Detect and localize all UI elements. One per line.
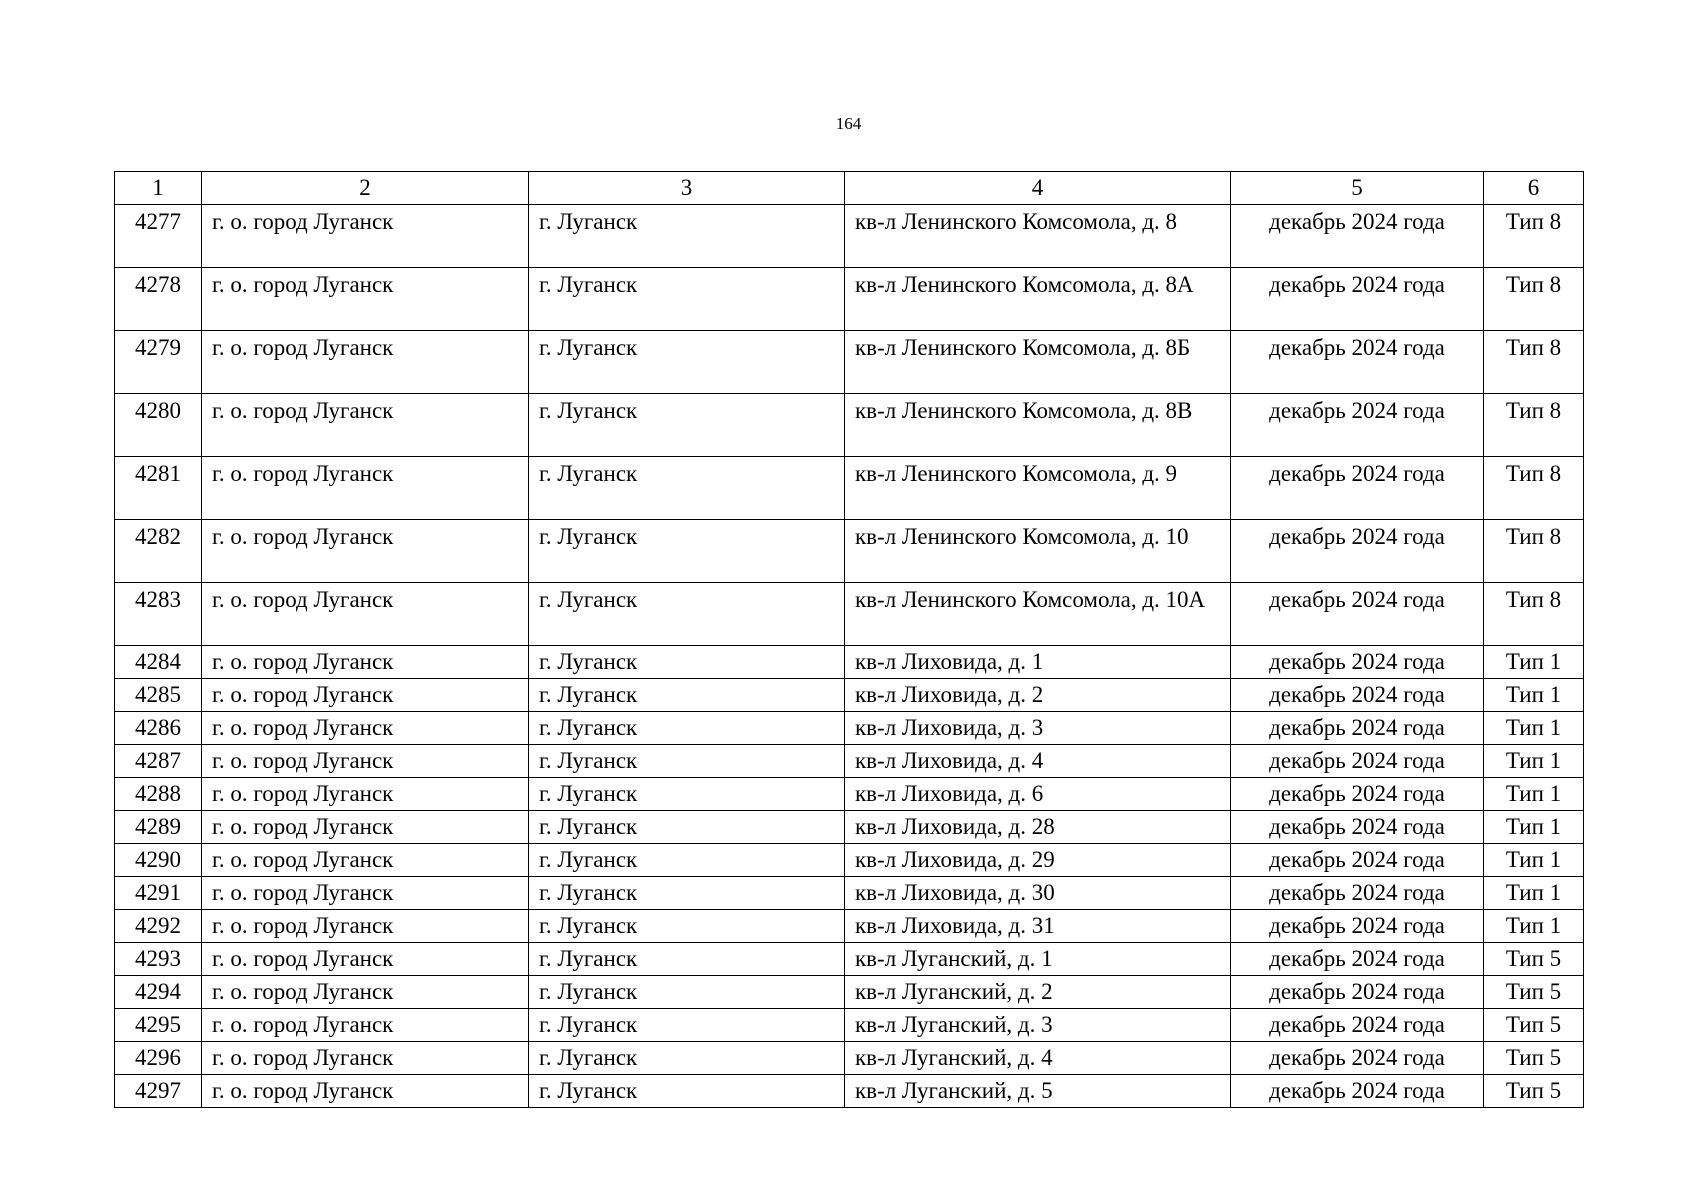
- row-district: г. о. город Луганск: [202, 877, 529, 910]
- row-type: Тип 5: [1484, 943, 1584, 976]
- row-settlement: г. Луганск: [529, 394, 845, 457]
- row-date: декабрь 2024 года: [1231, 976, 1484, 1009]
- row-district: г. о. город Луганск: [202, 646, 529, 679]
- row-address: кв-л Лиховида, д. 4: [845, 745, 1231, 778]
- row-settlement: г. Луганск: [529, 679, 845, 712]
- row-number: 4286: [115, 712, 202, 745]
- row-date: декабрь 2024 года: [1231, 910, 1484, 943]
- row-number: 4277: [115, 205, 202, 268]
- row-address: кв-л Ленинского Комсомола, д. 8Б: [845, 331, 1231, 394]
- row-settlement: г. Луганск: [529, 712, 845, 745]
- row-address: кв-л Лиховида, д. 30: [845, 877, 1231, 910]
- row-address: кв-л Лиховида, д. 29: [845, 844, 1231, 877]
- table-row: [115, 457, 1584, 520]
- row-type: Тип 8: [1484, 520, 1584, 583]
- row-date: декабрь 2024 года: [1231, 943, 1484, 976]
- row-address: кв-л Ленинского Комсомола, д. 10А: [845, 583, 1231, 646]
- row-number: 4287: [115, 745, 202, 778]
- row-settlement: г. Луганск: [529, 844, 845, 877]
- table-row: [115, 844, 1584, 877]
- row-district: г. о. город Луганск: [202, 583, 529, 646]
- row-number: 4282: [115, 520, 202, 583]
- column-header: 1: [115, 172, 202, 205]
- table-row: [115, 811, 1584, 844]
- row-type: Тип 5: [1484, 1042, 1584, 1075]
- row-district: г. о. город Луганск: [202, 268, 529, 331]
- row-type: Тип 8: [1484, 268, 1584, 331]
- row-district: г. о. город Луганск: [202, 943, 529, 976]
- row-date: декабрь 2024 года: [1231, 1009, 1484, 1042]
- row-settlement: г. Луганск: [529, 778, 845, 811]
- table-row: [115, 1042, 1584, 1075]
- row-settlement: г. Луганск: [529, 1009, 845, 1042]
- row-date: декабрь 2024 года: [1231, 331, 1484, 394]
- row-district: г. о. город Луганск: [202, 331, 529, 394]
- row-settlement: г. Луганск: [529, 1075, 845, 1108]
- row-date: декабрь 2024 года: [1231, 844, 1484, 877]
- column-header: 4: [845, 172, 1231, 205]
- row-address: кв-л Ленинского Комсомола, д. 8В: [845, 394, 1231, 457]
- row-number: 4289: [115, 811, 202, 844]
- row-district: г. о. город Луганск: [202, 844, 529, 877]
- row-type: Тип 5: [1484, 1009, 1584, 1042]
- page-number: 164: [835, 114, 862, 133]
- table-row: [115, 268, 1584, 331]
- row-district: г. о. город Луганск: [202, 976, 529, 1009]
- row-date: декабрь 2024 года: [1231, 778, 1484, 811]
- table-header-row: [115, 172, 1584, 205]
- row-number: 4295: [115, 1009, 202, 1042]
- row-address: кв-л Ленинского Комсомола, д. 10: [845, 520, 1231, 583]
- table-row: [115, 943, 1584, 976]
- row-settlement: г. Луганск: [529, 646, 845, 679]
- row-settlement: г. Луганск: [529, 877, 845, 910]
- row-date: декабрь 2024 года: [1231, 583, 1484, 646]
- row-district: г. о. город Луганск: [202, 394, 529, 457]
- row-date: декабрь 2024 года: [1231, 520, 1484, 583]
- row-type: Тип 1: [1484, 745, 1584, 778]
- row-address: кв-л Луганский, д. 2: [845, 976, 1231, 1009]
- table-row: [115, 520, 1584, 583]
- table-row: [115, 583, 1584, 646]
- row-date: декабрь 2024 года: [1231, 205, 1484, 268]
- row-address: кв-л Луганский, д. 3: [845, 1009, 1231, 1042]
- row-date: декабрь 2024 года: [1231, 712, 1484, 745]
- row-number: 4278: [115, 268, 202, 331]
- table-row: [115, 679, 1584, 712]
- row-address: кв-л Лиховида, д. 28: [845, 811, 1231, 844]
- row-type: Тип 5: [1484, 1075, 1584, 1108]
- row-address: кв-л Луганский, д. 4: [845, 1042, 1231, 1075]
- row-number: 4291: [115, 877, 202, 910]
- row-type: Тип 1: [1484, 811, 1584, 844]
- row-number: 4283: [115, 583, 202, 646]
- row-address: кв-л Лиховида, д. 1: [845, 646, 1231, 679]
- row-settlement: г. Луганск: [529, 745, 845, 778]
- row-district: г. о. город Луганск: [202, 1042, 529, 1075]
- row-settlement: г. Луганск: [529, 910, 845, 943]
- row-number: 4290: [115, 844, 202, 877]
- row-type: Тип 8: [1484, 583, 1584, 646]
- row-settlement: г. Луганск: [529, 583, 845, 646]
- row-number: 4280: [115, 394, 202, 457]
- row-date: декабрь 2024 года: [1231, 268, 1484, 331]
- column-header: 6: [1484, 172, 1584, 205]
- table-row: [115, 910, 1584, 943]
- row-number: 4296: [115, 1042, 202, 1075]
- row-settlement: г. Луганск: [529, 943, 845, 976]
- row-number: 4281: [115, 457, 202, 520]
- row-date: декабрь 2024 года: [1231, 1075, 1484, 1108]
- row-date: декабрь 2024 года: [1231, 394, 1484, 457]
- table-row: [115, 646, 1584, 679]
- row-date: декабрь 2024 года: [1231, 457, 1484, 520]
- row-district: г. о. город Луганск: [202, 712, 529, 745]
- row-type: Тип 1: [1484, 679, 1584, 712]
- row-number: 4293: [115, 943, 202, 976]
- row-district: г. о. город Луганск: [202, 1075, 529, 1108]
- row-date: декабрь 2024 года: [1231, 877, 1484, 910]
- row-type: Тип 1: [1484, 877, 1584, 910]
- row-district: г. о. город Луганск: [202, 811, 529, 844]
- row-district: г. о. город Луганск: [202, 679, 529, 712]
- row-settlement: г. Луганск: [529, 331, 845, 394]
- row-number: 4284: [115, 646, 202, 679]
- row-settlement: г. Луганск: [529, 1042, 845, 1075]
- row-address: кв-л Луганский, д. 1: [845, 943, 1231, 976]
- row-address: кв-л Лиховида, д. 6: [845, 778, 1231, 811]
- row-type: Тип 8: [1484, 331, 1584, 394]
- row-address: кв-л Лиховида, д. 3: [845, 712, 1231, 745]
- table-row: [115, 394, 1584, 457]
- table-row: [115, 745, 1584, 778]
- row-number: 4292: [115, 910, 202, 943]
- row-type: Тип 1: [1484, 646, 1584, 679]
- row-date: декабрь 2024 года: [1231, 811, 1484, 844]
- row-address: кв-л Лиховида, д. 31: [845, 910, 1231, 943]
- row-address: кв-л Ленинского Комсомола, д. 9: [845, 457, 1231, 520]
- column-header: 2: [202, 172, 529, 205]
- row-settlement: г. Луганск: [529, 811, 845, 844]
- row-district: г. о. город Луганск: [202, 520, 529, 583]
- column-header: 3: [529, 172, 845, 205]
- row-type: Тип 1: [1484, 778, 1584, 811]
- row-settlement: г. Луганск: [529, 205, 845, 268]
- row-type: Тип 8: [1484, 394, 1584, 457]
- table-row: [115, 712, 1584, 745]
- row-number: 4279: [115, 331, 202, 394]
- row-settlement: г. Луганск: [529, 268, 845, 331]
- row-address: кв-л Ленинского Комсомола, д. 8А: [845, 268, 1231, 331]
- row-number: 4285: [115, 679, 202, 712]
- row-district: г. о. город Луганск: [202, 457, 529, 520]
- table-row: [115, 1075, 1584, 1108]
- register-table: [114, 171, 1584, 1108]
- row-type: Тип 8: [1484, 205, 1584, 268]
- row-type: Тип 8: [1484, 457, 1584, 520]
- table-row: [115, 877, 1584, 910]
- table-row: [115, 976, 1584, 1009]
- row-address: кв-л Лиховида, д. 2: [845, 679, 1231, 712]
- column-header: 5: [1231, 172, 1484, 205]
- row-type: Тип 5: [1484, 976, 1584, 1009]
- row-address: кв-л Луганский, д. 5: [845, 1075, 1231, 1108]
- table-row: [115, 1009, 1584, 1042]
- row-type: Тип 1: [1484, 910, 1584, 943]
- row-number: 4288: [115, 778, 202, 811]
- row-date: декабрь 2024 года: [1231, 646, 1484, 679]
- row-district: г. о. город Луганск: [202, 205, 529, 268]
- row-settlement: г. Луганск: [529, 520, 845, 583]
- table-row: [115, 778, 1584, 811]
- table-row: [115, 331, 1584, 394]
- row-settlement: г. Луганск: [529, 976, 845, 1009]
- row-district: г. о. город Луганск: [202, 1009, 529, 1042]
- row-settlement: г. Луганск: [529, 457, 845, 520]
- row-number: 4294: [115, 976, 202, 1009]
- table-row: [115, 205, 1584, 268]
- row-type: Тип 1: [1484, 844, 1584, 877]
- row-date: декабрь 2024 года: [1231, 1042, 1484, 1075]
- row-district: г. о. город Луганск: [202, 745, 529, 778]
- row-date: декабрь 2024 года: [1231, 679, 1484, 712]
- row-number: 4297: [115, 1075, 202, 1108]
- row-district: г. о. город Луганск: [202, 778, 529, 811]
- row-date: декабрь 2024 года: [1231, 745, 1484, 778]
- row-district: г. о. город Луганск: [202, 910, 529, 943]
- row-address: кв-л Ленинского Комсомола, д. 8: [845, 205, 1231, 268]
- row-type: Тип 1: [1484, 712, 1584, 745]
